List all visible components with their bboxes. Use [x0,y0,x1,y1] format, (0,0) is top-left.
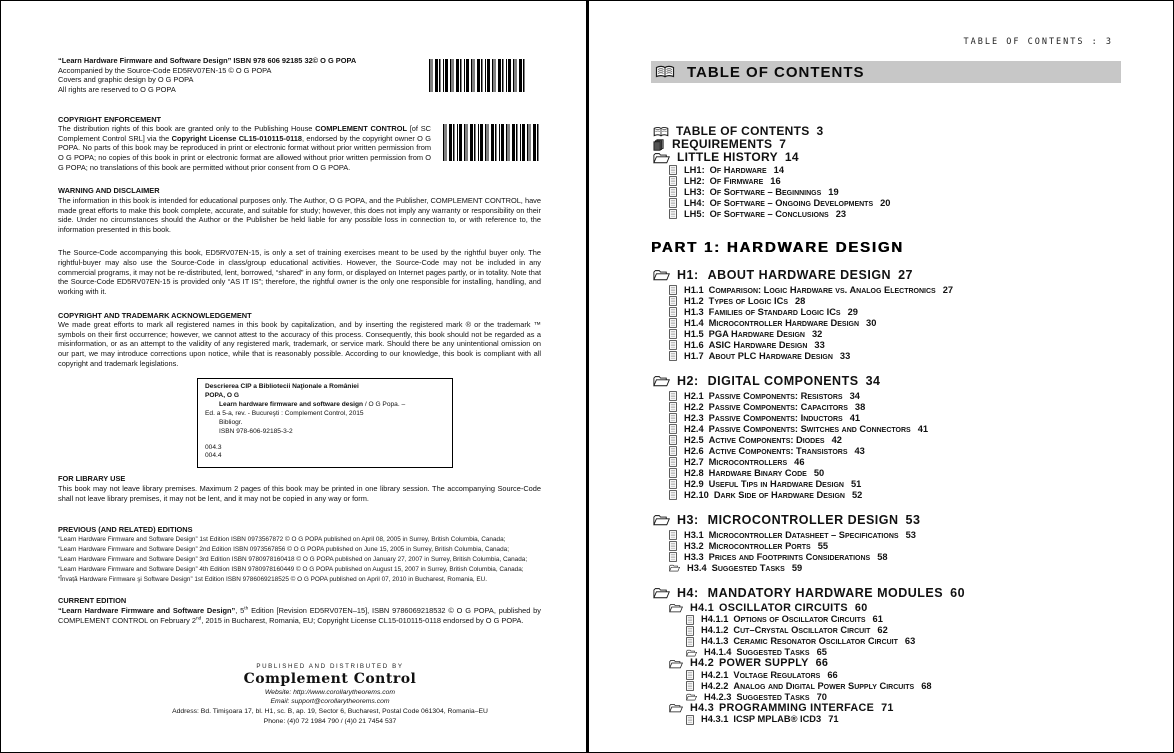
toc-item[interactable] [651,340,1121,351]
toc-item-number: H1.7 [684,350,704,361]
toc-item-number: H2.1 [684,390,704,401]
toc-item-label: ASIC Hardware Design [708,339,808,350]
toc-item-page: 50 [813,467,825,478]
toc-group-gap [651,501,1121,513]
toc-item[interactable] [651,670,1121,681]
toc-item-page: 14 [784,150,799,165]
toc-item-page: 34 [849,390,860,401]
copyright-enforcement-section [58,115,541,173]
toc-item-page: 29 [847,306,858,317]
page-icon [669,329,677,339]
toc-item[interactable] [651,198,1121,209]
toc-item-page: 51 [850,478,862,489]
toc-item-number: H1.4 [684,317,704,328]
toc-item[interactable] [651,714,1121,725]
isbn-barcode-license [443,124,541,161]
page-icon [669,209,677,219]
page-icon [669,285,677,295]
page-title: TABLE OF CONTENTS [687,63,865,81]
toc-item-page: 41 [917,423,929,434]
toc-item-page: 43 [854,445,865,456]
toc-item-page: 71 [828,714,839,725]
page-icon [686,715,694,725]
toc-item-number: H2.8 [684,467,704,478]
toc-item-page: 33 [814,339,825,350]
toc-item-number: H2.3 [684,412,704,423]
toc-item[interactable] [651,658,1121,670]
toc-item-number: LH1: [684,164,705,175]
left-page [2,1,586,752]
toc-item[interactable] [651,614,1121,625]
cip-line: POPA, O G [205,392,239,400]
section-heading: COPYRIGHT ENFORCEMENT [58,114,162,124]
toc-item-page: 27 [942,284,954,295]
toc-item[interactable] [651,329,1121,340]
toc-item-page: 3 [816,124,824,138]
toc-item[interactable] [651,681,1121,692]
published-by-label: PUBLISHED AND DISTRIBUTED BY [256,663,404,671]
folder-icon [653,152,670,164]
toc-item-label: PROGRAMMING INTERFACE [719,701,875,714]
current-edition-section [58,596,541,625]
trademark-acknowledgement-section [58,311,541,369]
toc-item[interactable] [651,586,1121,601]
toc-item[interactable] [651,151,1121,164]
cip-line [205,437,445,444]
toc-item-number: H3.3 [684,551,704,562]
toc-item-page: 59 [791,562,803,573]
toc-item[interactable] [651,165,1121,176]
toc-item-number: H4.3.1 [701,714,729,725]
toc-item-page: 65 [816,647,827,658]
page-icon [686,670,694,680]
section-heading: FOR LIBRARY USE [58,474,126,484]
toc-item-page: 71 [881,701,894,714]
toc-item[interactable] [651,692,1121,703]
page-icon [669,424,677,434]
toc-item-label: Of Software – Beginnings [709,186,822,197]
publisher-phone: Phone: (4)0 72 1984 790 / (4)0 21 7454 537 [263,717,397,725]
toc-item-label: ICSP MPLAB® ICD3 [733,714,822,725]
credit-line: “Learn Hardware Firmware and Software Design” ISBN 978 606 92185 32© O G POPA [58,56,357,65]
toc-item[interactable] [651,541,1121,552]
publisher-block [118,663,542,726]
toc-item-label: Passive Components: Switches and Connectors [708,423,911,434]
toc-item[interactable] [651,268,1121,283]
publisher-website: Website: http://www.corollarytheorems.com [264,689,396,697]
toc-item-number: LH5: [684,208,705,219]
section-heading: COPYRIGHT AND TRADEMARK ACKNOWLEDGEMENT [58,310,252,320]
toc-item-label: Useful Tips in Hardware Design [708,478,844,489]
toc-item-page: 20 [880,197,891,208]
part-heading: PART 1: HARDWARE DESIGN [651,238,904,256]
toc-item[interactable] [651,351,1121,362]
page-icon [669,435,677,445]
toc-item-page: 42 [831,434,842,445]
toc-item[interactable] [651,402,1121,413]
toc-item-label: About PLC Hardware Design [708,350,833,361]
toc-item-number: H2.4 [684,423,704,434]
toc-item-label: Cut–Crystal Oscillator Circuit [733,625,871,636]
toc-item-label: MANDATORY HARDWARE MODULES [707,585,944,600]
toc-item-page: 66 [815,657,829,670]
page-icon [686,681,694,691]
section-paragraph: “Learn Hardware Firmware and Software Design”, 5th Edition [Revision ED5RV07EN–15], ISBN 9786069218532 © O G POPA, published by COMPLEMENT CONTROL on February 2nd, 2015 in Bucharest, Romania, EU; Copyright License CL15-010115-0118 endorsed by O G POPA. [58,606,541,625]
toc-item-number: H4.1.1 [701,614,729,625]
page-icon [669,413,677,423]
open-book-icon [655,65,675,79]
toc-item-number: H2.9 [684,478,704,489]
toc-item[interactable] [651,318,1121,329]
toc-item[interactable] [651,457,1121,468]
toc-item-label: Dark Side of Hardware Design [713,489,845,500]
toc-item-label: Suggested Tasks [736,647,810,658]
toc-item-label: MICROCONTROLLER DESIGN [707,512,899,527]
cip-line: ISBN 978-606-92185-3-2 [219,427,293,435]
toc-item-label: Passive Components: Capacitors [708,401,848,412]
page-icon [669,468,677,478]
cip-line: Descrierea CIP a Bibliotecii Naţionale a României [205,383,359,391]
page-icon [669,198,677,208]
toc-item-number: H1: [677,267,699,282]
page-icon [669,457,677,467]
cip-line: 004.4 [205,452,222,460]
cip-box [197,378,453,468]
toc-item[interactable] [651,479,1121,490]
toc-item-label: Voltage Regulators [733,669,821,680]
toc-item-label: Ceramic Resonator Oscillator Circuit [733,636,898,647]
toc-item-label: Active Components: Transistors [708,445,848,456]
toc-title-bar [651,61,1121,83]
section-heading: PREVIOUS (AND RELATED) EDITIONS [58,525,193,535]
toc-item-number: H2: [677,373,699,388]
library-use-section [58,474,541,503]
toc-item-number: LH2: [684,175,705,186]
publisher-email: Email: support@corollarytheorems.com [270,698,390,706]
toc-item[interactable] [651,209,1121,220]
page-icon [686,615,694,625]
toc-item[interactable] [651,424,1121,435]
toc-item-number: H2.6 [684,445,704,456]
toc-item-label: Microcontroller Datasheet – Specifications [708,529,899,540]
toc-item-page: 33 [839,350,851,361]
credit-line: Accompanied by the Source-Code ED5RV07EN-15 © O G POPA [58,65,272,75]
toc-item[interactable] [651,530,1121,541]
toc-item[interactable] [651,552,1121,563]
toc-item-page: 14 [773,164,784,175]
toc-item-number: H2.10 [684,489,709,500]
toc-item[interactable] [651,176,1121,187]
toc-item-number: H4.3 [690,701,715,714]
page-icon [669,391,677,401]
toc-item-page: 53 [905,512,921,527]
credit-line: Covers and graphic design by O G POPA [58,75,194,85]
toc-item-label: Microcontroller Hardware Design [708,317,860,328]
toc-item[interactable] [651,285,1121,296]
page-icon [669,318,677,328]
page-icon [669,307,677,317]
toc-item-label: POWER SUPPLY [719,657,809,670]
toc-item-page: 61 [872,614,883,625]
book-icon [653,126,669,138]
toc-item-label: Of Software – Ongoing Developments [709,197,874,208]
toc-item-number: H4.1.4 [704,647,732,658]
toc-item-label: Of Hardware [709,164,767,175]
section-heading: CURRENT EDITION [58,596,127,606]
toc-item-number: H4.1.3 [701,636,729,647]
folder-icon [669,603,683,613]
folder-icon [669,564,680,572]
toc-item-label: Microcontrollers [708,456,788,467]
section-paragraph: We made great efforts to mark all registered names in this book by capitalization, and by inserting the registered mark ® or the trademark ™ symbols on their first occurrence; however, we cannot attest to the accuracy of this process. Consequently, this book should not be regarded as a misinformation, or as an attempt to the validity of any registered mark, trademark, or service mark. Should there be any unintentional omission on our part, we may introduce corrections upon notice, while that is reasonably possible. According to our knowledge, this book is compliant with all copyright and trademark legislations. [58,320,541,368]
toc-group-gap [651,574,1121,586]
toc-item-page: 34 [865,373,881,388]
toc-item-label: Microcontroller Ports [708,540,811,551]
cip-line: Bibliogr. [219,418,243,426]
toc-item[interactable] [651,625,1121,636]
toc-item[interactable] [651,187,1121,198]
toc-item-number: H2.5 [684,434,704,445]
folder-icon [669,703,683,713]
toc-item-number: H4.1 [690,601,715,614]
toc-item-page: 46 [794,456,805,467]
right-page [589,1,1173,752]
page-icon [669,340,677,350]
toc-item-page: 27 [898,267,913,282]
publisher-name: Complement Control [243,671,417,688]
toc-item-number: H4.2 [690,657,715,670]
toc-item-page: 63 [904,636,916,647]
toc-item-label: Of Software – Conclusions [709,208,829,219]
toc-item-page: 30 [866,317,877,328]
folder-icon [653,587,670,599]
page-icon [669,552,677,562]
source-code-terms-section [58,248,541,296]
toc-item[interactable] [651,296,1121,307]
toc-item-number: H1.1 [684,284,704,295]
toc-item[interactable] [651,446,1121,457]
cip-line: Learn hardware firmware and software design / O G Popa. – [219,401,406,409]
toc-item-number: H4.2.2 [701,680,729,691]
toc-item-page: 52 [852,489,863,500]
page-icon [669,530,677,540]
toc-item[interactable] [651,513,1121,528]
page-icon [686,637,694,647]
toc-item-label: TABLE OF CONTENTS [676,124,810,138]
folder-icon [686,693,697,701]
toc-item-label: Types of Logic ICs [708,295,788,306]
toc-item-label: Suggested Tasks [736,691,810,702]
toc-item-number: H3.4 [687,562,707,573]
toc-item[interactable] [651,468,1121,479]
page-icon [669,296,677,306]
toc-item-number: LH4: [684,197,705,208]
toc-item[interactable] [651,374,1121,389]
toc-item-label: Hardware Binary Code [708,467,807,478]
page-icon [669,446,677,456]
toc-item-page: 7 [779,137,787,152]
edition-line: “Learn Hardware Firmware and Software Design” 2nd Edition ISBN 0973567856 © O G POPA published on June 15, 2005 in Surrey, British Columbia, Canada; [58,545,509,553]
toc-item-label: DIGITAL COMPONENTS [707,373,859,388]
toc-item-page: 41 [849,412,861,423]
folder-icon [669,659,683,669]
toc-item[interactable] [651,435,1121,446]
toc-item-number: H1.5 [684,328,704,339]
page-icon [669,541,677,551]
toc-item-page: 60 [950,585,966,600]
edition-line: “Learn Hardware Firmware and Software Design” 3rd Edition ISBN 9780978160418 © O G POPA published on January 27, 2007 in Surrey, British Columbia, Canada; [58,555,528,563]
edition-line: “Learn Hardware Firmware and Software Design” 4th Edition ISBN 9780978160449 © O G POPA published on August 15, 2007 in Surrey, British Columbia, Canada; [58,565,524,573]
toc-item[interactable] [651,391,1121,402]
toc-item-number: H1.6 [684,339,704,350]
section-paragraph: The Source-Code accompanying this book, ED5RV07EN-15, is only a set of training exercises meant to be used by the rightful buyer only. The rightful-buyer may also use the Source-Code in class/group educational activities. However, the Source-Code may not be included in any commercial programs, it may not be re-distributed, lent, borrowed, “shared” in any form, or displayed on Internet pages partly, or in totality. Note that the Source-Code ED5RV07EN-15 is provided only “AS IT IS”; therefore, the rightful owner is the only one responsible for installing, handling, and working with it. [58,248,541,296]
toc-item-number: H4.2.1 [701,669,729,680]
warning-disclaimer-section [58,186,541,234]
page-icon [669,187,677,197]
edition-line: “Învață Hardware Firmware şi Software Design” 1st Edition ISBN 9786069218525 © O G POPA published on April 07, 2010 in Bucharest, Romania, EU. [58,575,488,583]
edition-list [58,535,541,585]
toc-item-number: H1.3 [684,306,704,317]
folder-icon [686,649,697,657]
toc-item-page: 66 [827,669,838,680]
toc-item-number: H3.2 [684,540,704,551]
toc-item-page: 53 [905,529,916,540]
toc-item-number: H3.1 [684,529,704,540]
toc-item-label: OSCILLATOR CIRCUITS [719,601,848,614]
section-heading: WARNING AND DISCLAIMER [58,186,160,196]
cip-description [205,383,445,461]
folder-icon [653,269,670,281]
cip-line: Ed. a 5-a, rev. - Bucureşti : Complement Control, 2015 [205,409,364,417]
toc-item-label: LITTLE HISTORY [677,150,778,165]
page-icon [669,479,677,489]
toc-item-label: Active Components: Diodes [708,434,825,445]
toc-item-label: ABOUT HARDWARE DESIGN [707,267,892,282]
toc-item-number: H1.2 [684,295,704,306]
toc-item-number: H4.2.3 [704,691,732,702]
toc-item-number: LH3: [684,186,705,197]
toc-item-page: 28 [795,295,806,306]
credit-line: All rights are reserved to O G POPA [58,84,176,94]
toc-item-label: Passive Components: Inductors [708,412,843,423]
toc-item-page: 62 [877,625,888,636]
toc-item-page: 55 [817,540,829,551]
page-icon [669,490,677,500]
toc-item-number: H2.2 [684,401,704,412]
toc-item-label: Options of Oscillator Circuits [733,614,866,625]
toc-item-label: Passive Components: Resistors [708,390,843,401]
page-icon [669,176,677,186]
toc-item-page: 23 [835,208,847,219]
toc-group-gap [651,362,1121,374]
toc-item-page: 38 [854,401,866,412]
toc-item-number: H4: [677,585,699,600]
folder-icon [653,375,670,387]
edition-line: “Learn Hardware Firmware and Software Design” 1st Edition ISBN 0973567872 © O G POPA published on April 08, 2005 in Surrey, British Columbia, Canada; [58,535,506,543]
toc-item-label: Analog and Digital Power Supply Circuits [733,680,915,691]
previous-editions-section [58,525,541,584]
toc-item[interactable] [651,307,1121,318]
toc-item[interactable] [651,563,1121,574]
toc-item-number: H3: [677,512,699,527]
toc-item-page: 58 [877,551,888,562]
page-icon [669,402,677,412]
toc-item-label: Prices and Footprints Considerations [708,551,871,562]
page-icon [669,165,677,175]
toc-item-label: PGA Hardware Design [708,328,805,339]
toc-item-label: Suggested Tasks [711,562,785,573]
running-head: TABLE OF CONTENTS : 3 [963,37,1113,47]
toc-item-page: 19 [828,186,839,197]
section-paragraph: The information in this book is intended for educational purposes only. The Author, O G POPA, and the Publisher, COMPLEMENT CONTROL, have made great efforts to make this book complete, accurate, and suitable for study; however, this does not imply any warranty or responsibility on their side. Under no circumstances should the Author or the Publisher be held liable for any possible loss in connection to, or with reference to, the information presented in this book. [58,195,541,234]
docs-icon [653,139,665,151]
toc-item-number: H4.1.2 [701,625,729,636]
section-paragraph: This book may not leave library premises. Maximum 2 pages of this book may be printed in one library session. The accompanying Source-Code shall not leave library premises, it may not be lent, and it may not be copied in any way or form. [58,484,541,503]
toc-item-page: 16 [770,175,781,186]
section-paragraph: The distribution rights of this book are granted only to the Publishing House COMPLEMENT CONTROL [of SC Complement Control SRL] via the Copyright License CL15-010115-0118, endorsed by the copyright owner O G POPA. No parts of this book may be reproduced in print or electronic format without prior written permission from O G POPA; no copies of this book in print or electronic format are allowed without prior written permission from O G POPA; no translations of this book are permitted without prior consent from O G POPA. [58,124,541,172]
page-icon [669,351,677,361]
toc-item-page: 68 [921,680,932,691]
toc-item-label: Families of Standard Logic ICs [708,306,841,317]
toc-item[interactable] [651,603,1121,615]
cip-line: 004.3 [205,443,222,451]
book-credits [58,56,541,95]
toc-item-label: REQUIREMENTS [672,137,773,152]
toc-item-page: 32 [811,328,823,339]
isbn-barcode-top [429,59,526,92]
toc-item-label: Comparison: Logic Hardware vs. Analog Electronics [708,284,936,295]
page-icon [686,626,694,636]
publisher-address: Address: Bd. Timişoara 17, bl. H1, sc. B, ap. 19, Sector 6, Bucharest, Postal Code 061304, Romania–EU [172,708,488,716]
toc-list [651,125,1121,725]
toc-item-label: Of Firmware [709,175,764,186]
toc-item-number: H2.7 [684,456,704,467]
toc-item[interactable] [651,413,1121,424]
toc-item-page: 70 [816,691,827,702]
folder-icon [653,514,670,526]
toc-item[interactable] [651,490,1121,501]
toc-item[interactable] [651,636,1121,647]
toc-item[interactable] [651,703,1121,715]
toc-item-page: 60 [854,601,868,614]
